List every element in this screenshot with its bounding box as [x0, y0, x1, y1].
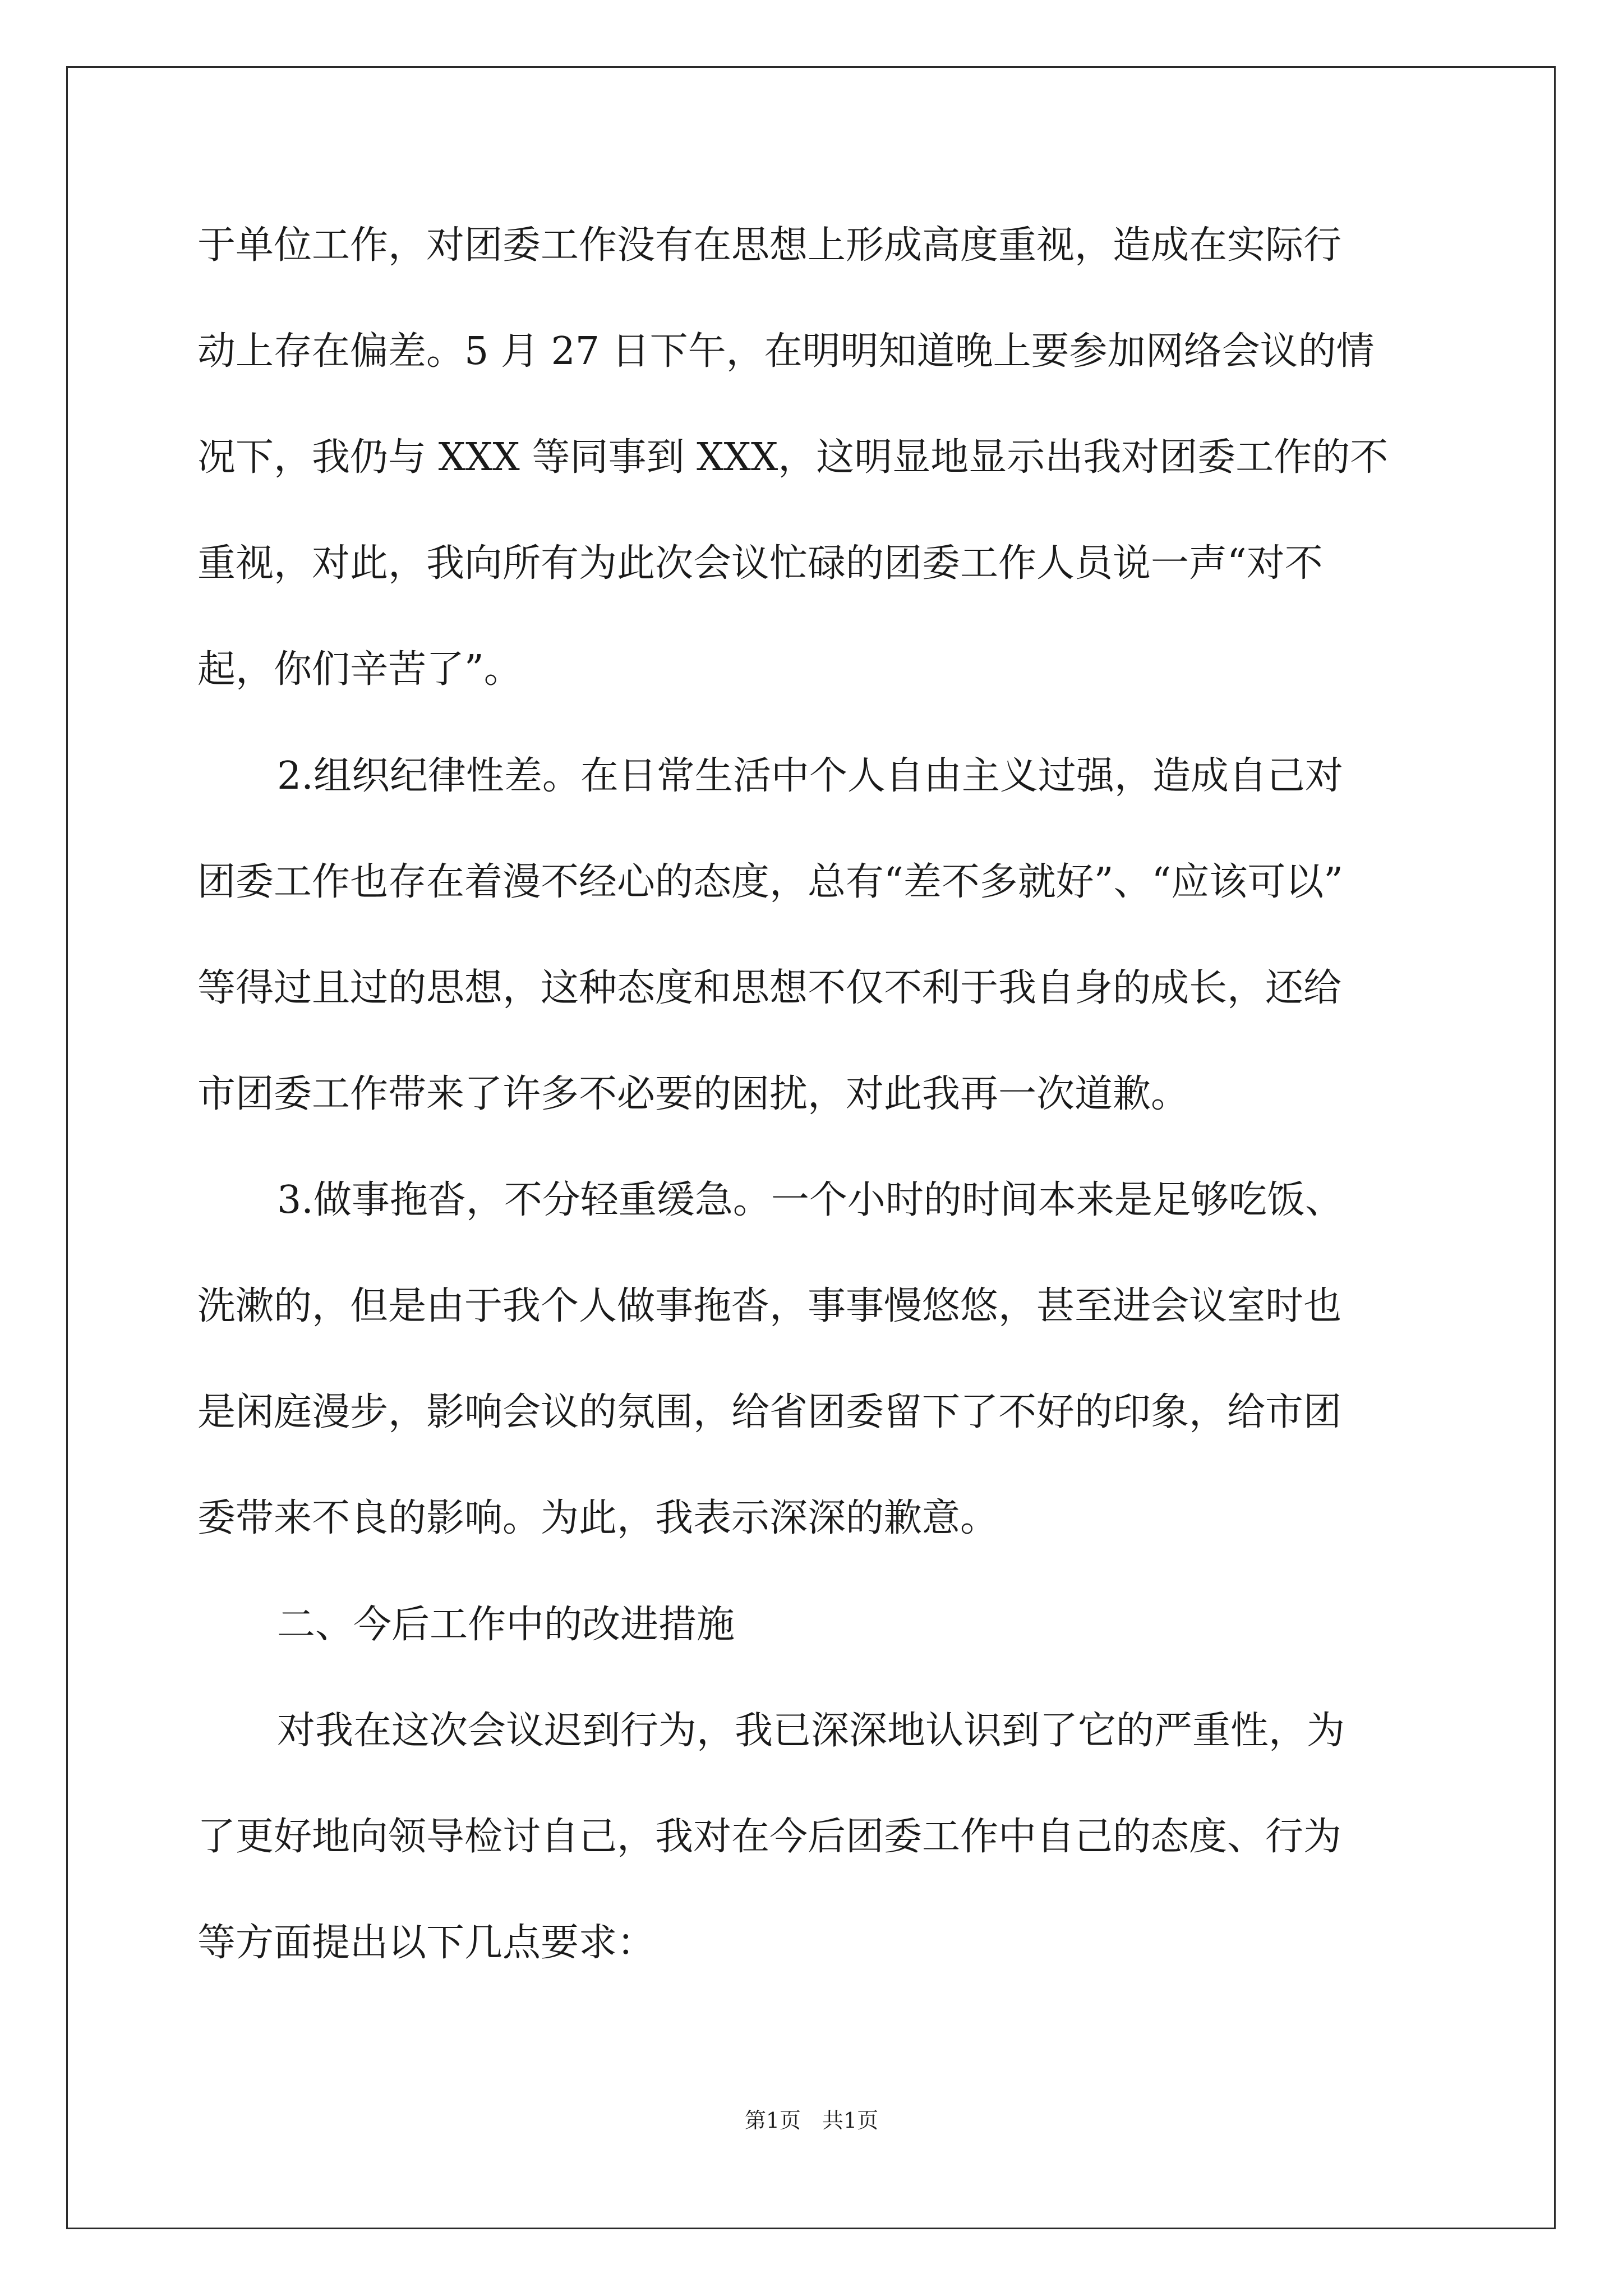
body-line-1: 于单位工作，对团委工作没有在思想上形成高度重视，造成在实际行 [197, 223, 1342, 268]
body-line-3: 况下，我仍与 XXX 等同事到 XXX，这明显地显示出我对团委工作的不 [197, 435, 1389, 480]
paragraph-4-first-line: 对我在这次会议迟到行为，我已深深地认识到了它的严重性，为 [277, 1709, 1345, 1753]
body-line-5: 起，你们辛苦了”。 [197, 647, 522, 692]
paragraph-3-first-line: 3.做事拖沓，不分轻重缓急。一个小时的时间本来是足够吃饭、 [277, 1178, 1343, 1222]
body-line-7: 团委工作也存在着漫不经心的态度，总有“差不多就好”、“应该可以” [197, 860, 1344, 904]
body-line-11: 洗漱的，但是由于我个人做事拖沓，事事慢悠悠，甚至进会议室时也 [197, 1284, 1342, 1328]
body-line-4: 重视，对此，我向所有为此次会议忙碌的团委工作人员说一声“对不 [197, 541, 1323, 586]
paragraph-2-first-line: 2.组织纪律性差。在日常生活中个人自由主义过强，造成自己对 [277, 754, 1343, 798]
page-border [66, 66, 1556, 2229]
page-footer: 第1页 共1页 [744, 2108, 879, 2133]
body-line-9: 市团委工作带来了许多不必要的困扰，对此我再一次道歉。 [197, 1072, 1189, 1116]
section-heading: 二、今后工作中的改进措施 [277, 1603, 735, 1647]
body-line-13: 委带来不良的影响。为此，我表示深深的歉意。 [197, 1496, 999, 1540]
body-line-17: 等方面提出以下几点要求： [197, 1921, 656, 1965]
body-line-16: 了更好地向领导检讨自己，我对在今后团委工作中自己的态度、行为 [197, 1815, 1342, 1859]
body-line-12: 是闲庭漫步，影响会议的氛围，给省团委留下了不好的印象，给市团 [197, 1390, 1342, 1434]
body-line-2: 动上存在偏差。5 月 27 日下午，在明明知道晚上要参加网络会议的情 [197, 329, 1375, 374]
body-line-8: 等得过且过的思想，这种态度和思想不仅不利于我自身的成长，还给 [197, 966, 1342, 1010]
